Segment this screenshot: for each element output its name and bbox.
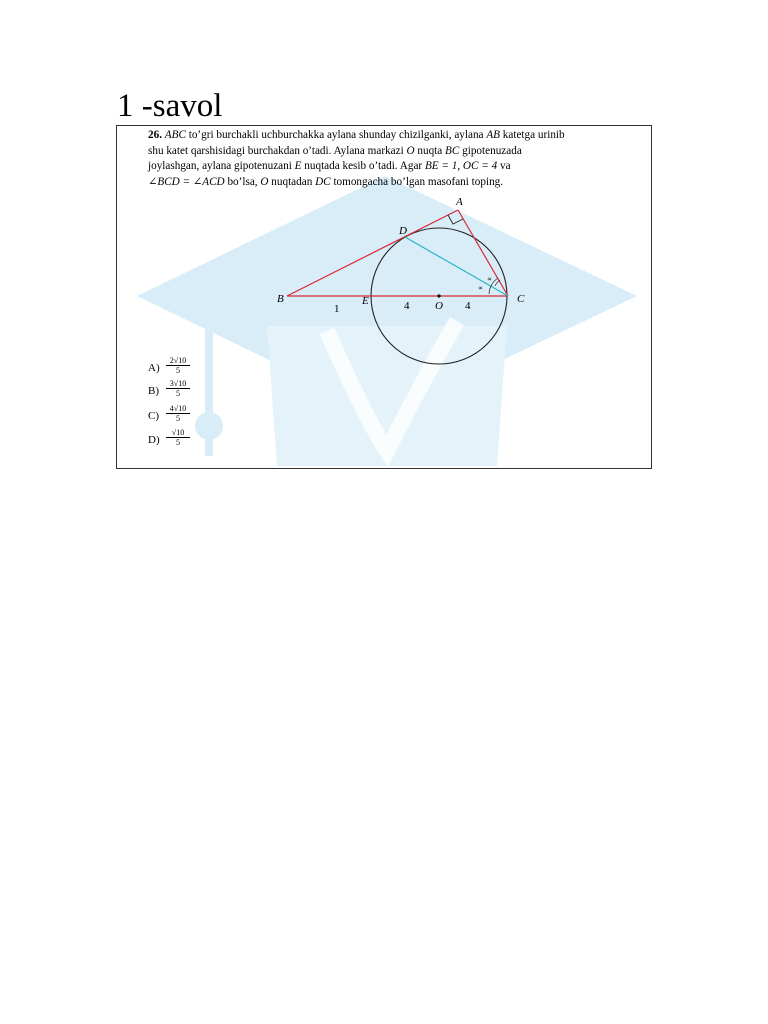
label-oc-length: 4 [465,300,471,312]
option-c[interactable]: C) $\frac{4√10}{5}$ [148,404,208,426]
label-a: A [456,196,463,208]
right-angle-mark [448,215,463,224]
label-b: B [277,293,284,305]
label-angle-lower: ∝ [478,284,484,292]
angle-arc-inner [495,280,500,286]
option-c-fraction: $\frac{4√10}{5}$ [166,404,190,423]
question-number: 26. [148,129,162,141]
label-e: E [362,295,369,307]
label-eo-length: 4 [404,300,410,312]
label-be-length: 1 [334,303,340,315]
label-angle-upper: ∝ [487,275,493,283]
option-a-fraction: $\frac{2√10}{5}$ [166,356,190,375]
question-line-3: joylashgan, aylana gipotenuzani E nuqtada kesib o’tadi. Agar BE = 1, OC = 4 va [148,160,511,172]
option-a[interactable]: A) $\frac{2√10}{5}$ [148,356,208,378]
option-b[interactable]: B) $\frac{3√10}{5}$ [148,379,208,401]
option-d[interactable]: D) $\frac{√10}{5}$ [148,428,208,450]
label-o: O [435,300,443,312]
label-c: C [517,293,525,305]
point-o-dot [437,294,440,297]
question-line-2: shu katet qarshisidagi burchakdan o’tadi. Aylana markazi O nuqta BC gipotenuzada [148,144,522,157]
segment-dc [405,237,508,296]
question-line-4: ∠BCD = ∠ACD bo’lsa, O nuqtadan DC tomongacha bo’lgan masofani toping. [148,175,504,188]
question-card [116,125,652,469]
option-d-fraction: $\frac{√10}{5}$ [166,428,190,447]
page-heading: 1 -savol [117,88,223,124]
question-line-1: 26. ABC to’gri burchakli uchburchakka aylana shunday chizilganki, aylana AB katetga urinib [148,129,565,141]
option-b-fraction: $\frac{3√10}{5}$ [166,379,190,398]
label-d: D [399,225,407,237]
